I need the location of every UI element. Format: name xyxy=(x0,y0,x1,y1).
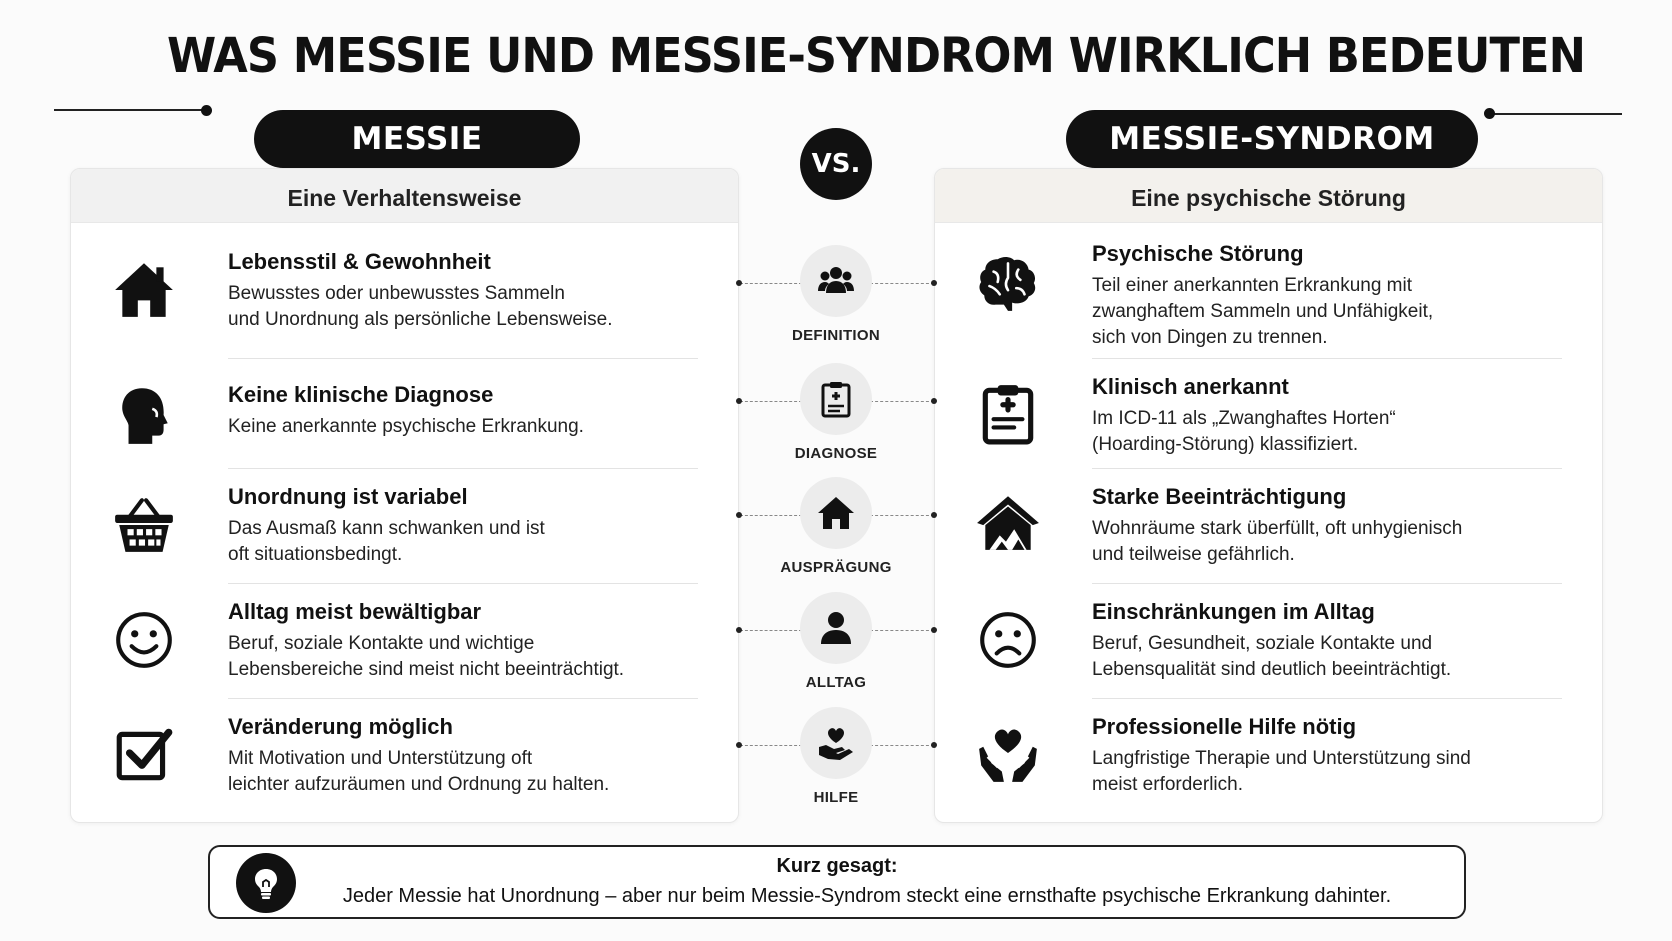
row-divider xyxy=(228,468,698,469)
row-description: Bewusstes oder unbewusstes Sammeln und Unordnung als persönliche Lebensweise. xyxy=(228,283,613,330)
summary-title: Kurz gesagt: xyxy=(776,855,898,877)
connector-dot xyxy=(736,512,742,518)
page-title: WAS MESSIE UND MESSIE-SYNDROM WIRKLICH BEDEUTEN xyxy=(167,28,1585,84)
row-divider xyxy=(228,698,698,699)
summary-box xyxy=(208,845,1466,919)
category-circle xyxy=(800,592,872,664)
row-title: Veränderung möglich xyxy=(228,714,453,739)
category-circle xyxy=(800,363,872,435)
connector-dot xyxy=(931,512,937,518)
hand-heart-icon xyxy=(816,723,856,763)
summary-text: Jeder Messie hat Unordnung – aber nur beim Messie-Syndrom steckt eine ernsthafte psychische Erkrankung dahinter. xyxy=(342,885,1392,907)
row-description: Teil einer anerkannten Erkrankung mit zwanghaftem Sammeln und Unfähigkeit, sich von Dingen zu trennen. xyxy=(1092,275,1434,348)
checkbox-icon xyxy=(109,720,179,790)
category-label: DIAGNOSE xyxy=(794,445,878,462)
row-divider xyxy=(228,583,698,584)
row-divider xyxy=(1092,468,1562,469)
house-icon xyxy=(816,493,856,533)
row-title: Professionelle Hilfe nötig xyxy=(1092,714,1357,739)
category-label: AUSPRÄGUNG xyxy=(780,559,892,576)
row-divider xyxy=(1092,583,1562,584)
category-hilfe xyxy=(780,707,892,806)
connector-dot xyxy=(736,627,742,633)
category-definition xyxy=(780,245,892,344)
row-title: Lebensstil & Gewohnheit xyxy=(228,249,491,274)
category-label: ALLTAG xyxy=(805,674,867,691)
connector-dot xyxy=(736,280,742,286)
row-description: Beruf, Gesundheit, soziale Kontakte und Lebensqualität sind deutlich beeinträchtigt. xyxy=(1092,633,1452,680)
messie-syndrom-subtitle: Eine psychische Störung xyxy=(935,169,1602,223)
category-diagnose xyxy=(780,363,892,462)
row-divider xyxy=(1092,698,1562,699)
connector-dot xyxy=(931,280,937,286)
row-description: Mit Motivation und Unterstützung oft leichter aufzuräumen und Ordnung zu halten. xyxy=(228,748,610,795)
head-profile-icon xyxy=(109,380,179,450)
row-description: Im ICD-11 als „Zwanghaftes Horten“ (Hoarding-Störung) klassifiziert. xyxy=(1092,408,1396,455)
messie-syndrom-pill: MESSIE-SYNDROM xyxy=(1066,110,1478,168)
row-divider xyxy=(1092,358,1562,359)
row-title: Starke Beeinträchtigung xyxy=(1092,484,1347,509)
category-circle xyxy=(800,707,872,779)
category-circle xyxy=(800,245,872,317)
connector-dot xyxy=(931,742,937,748)
smiley-icon xyxy=(109,605,179,675)
connector-dot xyxy=(736,742,742,748)
person-icon xyxy=(816,608,856,648)
category-label: HILFE xyxy=(813,789,859,806)
row-title: Einschränkungen im Alltag xyxy=(1092,599,1375,624)
cluttered-house-icon xyxy=(973,488,1043,558)
messie-syndrom-panel xyxy=(934,168,1603,823)
row-title: Alltag meist bewältigbar xyxy=(228,599,482,624)
category-alltag xyxy=(780,592,892,691)
hands-heart-icon xyxy=(973,720,1043,790)
row-title: Psychische Störung xyxy=(1092,241,1304,266)
right-decorative-dot xyxy=(1484,108,1495,119)
people-group-icon xyxy=(816,261,856,301)
row-description: Wohnräume stark überfüllt, oft unhygienisch und teilweise gefährlich. xyxy=(1092,518,1463,565)
row-description: Keine anerkannte psychische Erkrankung. xyxy=(228,416,584,437)
basket-icon xyxy=(109,490,179,560)
right-decorative-line xyxy=(1492,113,1622,115)
row-title: Keine klinische Diagnose xyxy=(228,382,494,407)
row-divider xyxy=(228,358,698,359)
messie-panel xyxy=(70,168,739,823)
row-title: Unordnung ist variabel xyxy=(228,484,468,509)
messie-pill: MESSIE xyxy=(254,110,580,168)
category-label: DEFINITION xyxy=(792,327,880,344)
house-icon xyxy=(109,255,179,325)
connector-dot xyxy=(931,398,937,404)
medical-clipboard-icon xyxy=(973,378,1043,448)
connector-dot xyxy=(931,627,937,633)
row-description: Das Ausmaß kann schwanken und ist oft situationsbedingt. xyxy=(228,518,545,565)
left-decorative-dot xyxy=(201,105,212,116)
category-auspraegung xyxy=(780,477,892,576)
row-description: Langfristige Therapie und Unterstützung sind meist erforderlich. xyxy=(1092,748,1471,795)
left-decorative-line xyxy=(54,109,206,111)
vs-badge: VS. xyxy=(800,128,872,200)
messie-subtitle: Eine Verhaltensweise xyxy=(71,169,738,223)
brain-icon xyxy=(973,249,1043,319)
row-description: Beruf, soziale Kontakte und wichtige Lebensbereiche sind meist nicht beeinträchtigt. xyxy=(228,633,625,680)
row-title: Klinisch anerkannt xyxy=(1092,374,1289,399)
sad-face-icon xyxy=(973,605,1043,675)
category-circle xyxy=(800,477,872,549)
clipboard-plus-icon xyxy=(816,379,856,419)
connector-dot xyxy=(736,398,742,404)
